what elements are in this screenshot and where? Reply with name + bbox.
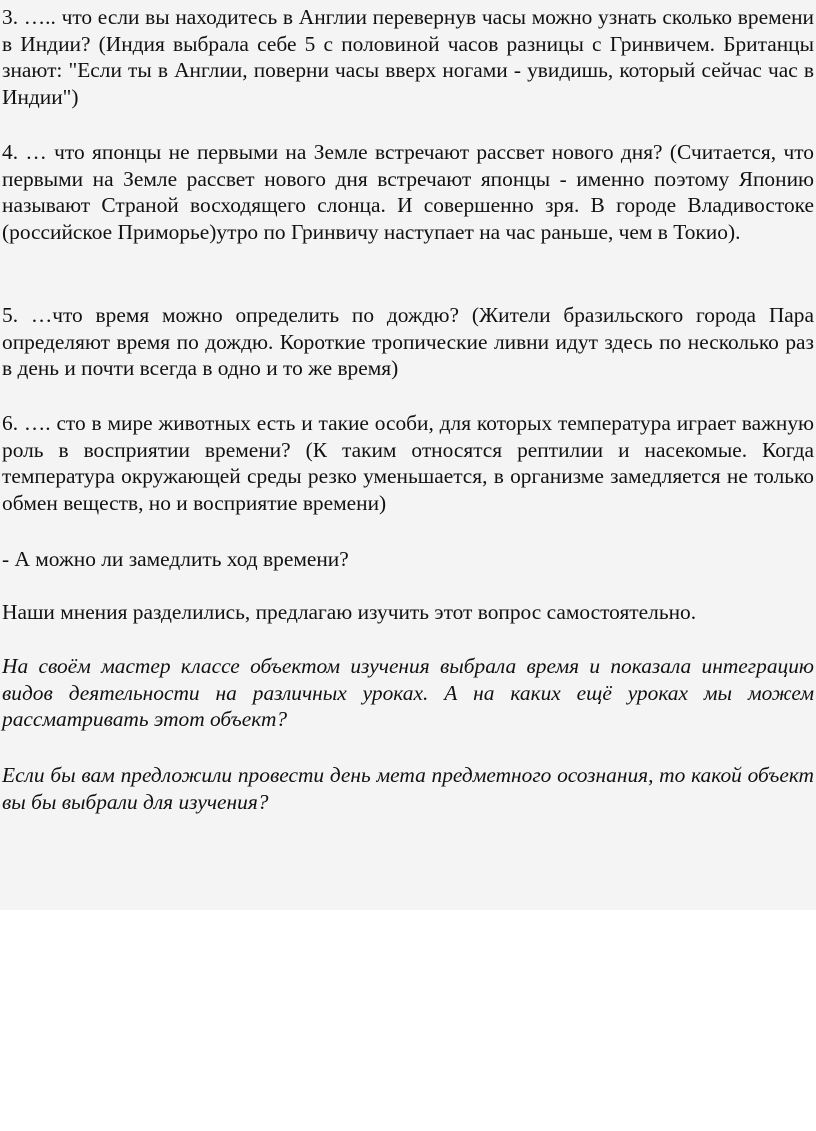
paragraph-fact-3: 3. ….. что если вы находитесь в Англии перевернув часы можно узнать сколько времени в Индии? (Индия выбрала себе 5 с половиной часов разницы с Гринвичем. Британцы знают: "Если ты в Англии, поверни часы вверх ногами - увидишь, который сейчас час в Индии") <box>2 5 814 109</box>
paragraph-meta-day: Если бы вам предложили провести день мета предметного осознания, то какой объект вы бы выбрали для изучения? <box>2 763 814 814</box>
paragraph-question: - А можно ли замедлить ход времени? <box>2 547 349 571</box>
paragraph-opinion: Наши мнения разделились, предлагаю изучить этот вопрос самостоятельно. <box>2 600 697 624</box>
paragraph-master-class: На своём мастер классе объектом изучения выбрала время и показала интеграцию видов деятельности на различных уроках. А на каких ещё уроках мы можем рассматривать этот объект? <box>2 654 814 731</box>
paragraph-fact-6: 6. …. сто в мире животных есть и такие особи, для которых температура играет важную роль в восприятии времени? (К таким относятся рептилии и насекомые. Когда температура окружающей среды резко уменьшается, в организме замедляется не только обмен веществ, но и восприятие времени) <box>2 411 814 515</box>
paragraph-fact-5: 5. …что время можно определить по дождю? (Жители бразильского города Пара определяют время по дождю. Короткие тропические ливни идут здесь по несколько раз в день и почти всегда в одно и то же время) <box>2 303 814 380</box>
paragraph-fact-4: 4. … что японцы не первыми на Земле встречают рассвет нового дня? (Считается, что первыми на Земле рассвет нового дня встречают японцы - именно поэтому Японию называют Страной восходящего слонца. И совершенно зря. В городе Владивостоке (российское Приморье)утро по Гринвичу наступает на час раньше, чем в Токио). <box>2 140 814 244</box>
